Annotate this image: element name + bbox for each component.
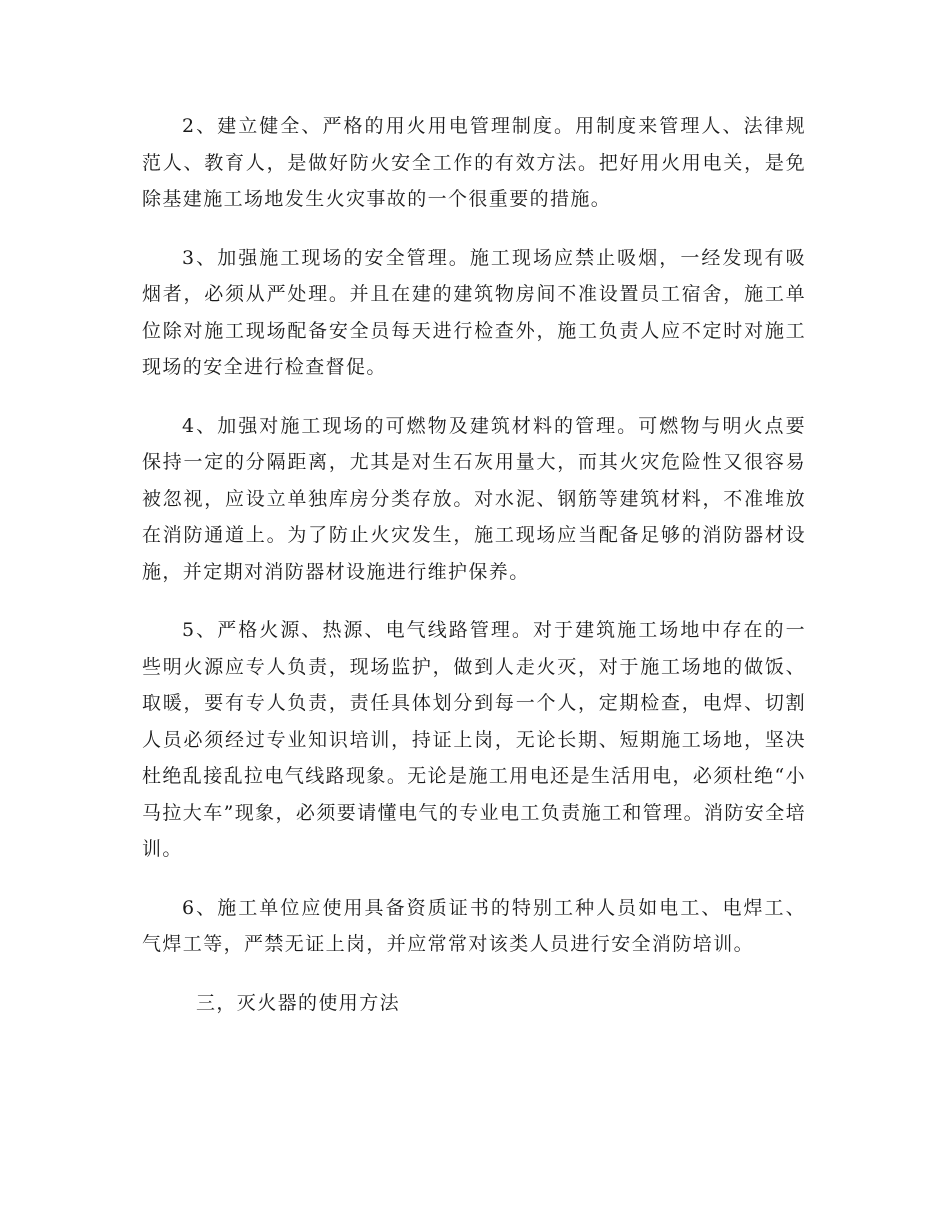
paragraph-site-safety: 3、加强施工现场的安全管理。施工现场应禁止吸烟，一经发现有吸烟者，必须从严处理。并且在建的建筑物房间不准设置员工宿舍，施工单位除对施工现场配备安全员每天进行检查外，施工负责人应不定时对施工现场的安全进行检查督促。 xyxy=(142,246,806,378)
paragraph-combustibles: 4、加强对施工现场的可燃物及建筑材料的管理。可燃物与明火点要保持一定的分隔距离，尤其是对生石灰用量大，而其火灾危险性又很容易被忽视，应设立单独库房分类存放。对水泥、钢筋等建筑材料，不准堆放在消防通道上。为了防止火灾发生，施工现场应当配备足够的消防器材设施，并定期对消防器材设施进行维护保养。 xyxy=(142,414,806,583)
paragraph-fire-electric-rules: 2、建立健全、严格的用火用电管理制度。用制度来管理人、法律规范人、教育人，是做好防火安全工作的有效方法。把好用火用电关，是免除基建施工场地发生火灾事故的一个很重要的措施。 xyxy=(142,115,806,210)
paragraph-certified-workers: 6、施工单位应使用具备资质证书的特别工种人员如电工、电焊工、气焊工等，严禁无证上岗，并应常常对该类人员进行安全消防培训。 xyxy=(142,896,806,955)
document-body xyxy=(142,108,806,1021)
paragraph-fire-sources: 5、严格火源、热源、电气线路管理。对于建筑施工场地中存在的一些明火源应专人负责，现场监护，做到人走火灭，对于施工场地的做饭、取暖，要有专人负责，责任具体划分到每一个人，定期检查，电焊、切割人员必须经过专业知识培训，持证上岗，无论长期、短期施工场地，坚决杜绝乱接乱拉电气线路现象。无论是施工用电还是生活用电，必须杜绝“小马拉大车”现象，必须要请懂电气的专业电工负责施工和管理。消防安全培训。 xyxy=(142,619,806,860)
section-heading: 三，灭火器的使用方法 xyxy=(196,991,401,1014)
